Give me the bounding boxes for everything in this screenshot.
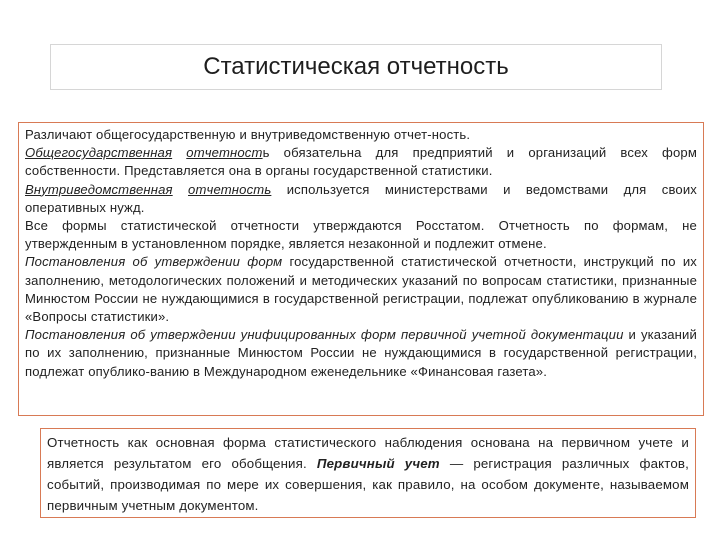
paragraph-general-text: ь обязательна для предприятий и организаций всех форм собственности. Представляется она в органы государственной статистики.	[25, 145, 697, 179]
resolutions-forms-text: государственной статистической отчетности, инструкций по их заполнению, методологических положений и методических указаний по вопросам статистики, признанные Минюстом России не нуждающимися в государственной регистрации, подлежат опубликованию в журнале «Вопросы статистики».	[25, 254, 697, 325]
paragraph-resolutions-forms	[25, 253, 697, 326]
primary-accounting-box	[40, 428, 696, 518]
paragraph-internal-text: используется министерствами и ведомствами для своих оперативных нужд.	[25, 181, 697, 215]
term-reporting: отчетност	[186, 145, 263, 161]
primary-accounting-text-a: Отчетность как основная форма статистического наблюдения основана на первичном учете и является результатом его обобщения.	[47, 435, 689, 471]
paragraph-rosstat	[25, 217, 697, 253]
main-text-box	[18, 122, 704, 416]
paragraph-rosstat-text: Все формы статистической отчетности утверждаются Росстатом. Отчетность по формам, не утвержденным в установленном порядке, является незаконной и подлежит отмене.	[25, 218, 697, 252]
paragraph-internal-reporting	[25, 181, 697, 217]
primary-accounting-text-b: — регистрация различных фактов, событий, производимая по мере их совершения, как правило, на особом документе, называемом первичным учетным документом.	[47, 456, 689, 513]
term-general: Общегосударственная	[25, 145, 173, 161]
resolutions-forms-italic: Постановления об утверждении форм	[25, 254, 283, 270]
paragraph-primary-accounting	[47, 432, 689, 516]
paragraph-intro-text: Различают общегосударственную и внутриведомственную отчет-ность.	[25, 127, 471, 142]
resolutions-unified-text: и указаний по их заполнению, признанные Минюстом России не нуждающимися в государственной регистрации, подлежат опублико-ванию в Международном еженедельнике «Финансовая газета».	[25, 327, 697, 379]
slide-title-box	[50, 44, 662, 90]
paragraph-general-reporting	[25, 144, 697, 180]
paragraph-intro	[25, 126, 697, 144]
paragraph-resolutions-unified	[25, 326, 697, 381]
term-internal-reporting: отчетность	[188, 181, 272, 197]
slide-title: Статистическая отчетность	[203, 53, 509, 80]
resolutions-unified-italic: Постановления об утверждении унифицированных форм первичной учетной документации	[25, 327, 624, 343]
term-internal: Внутриведомственная	[25, 181, 173, 197]
term-primary-accounting: Первичный учет	[316, 456, 440, 471]
